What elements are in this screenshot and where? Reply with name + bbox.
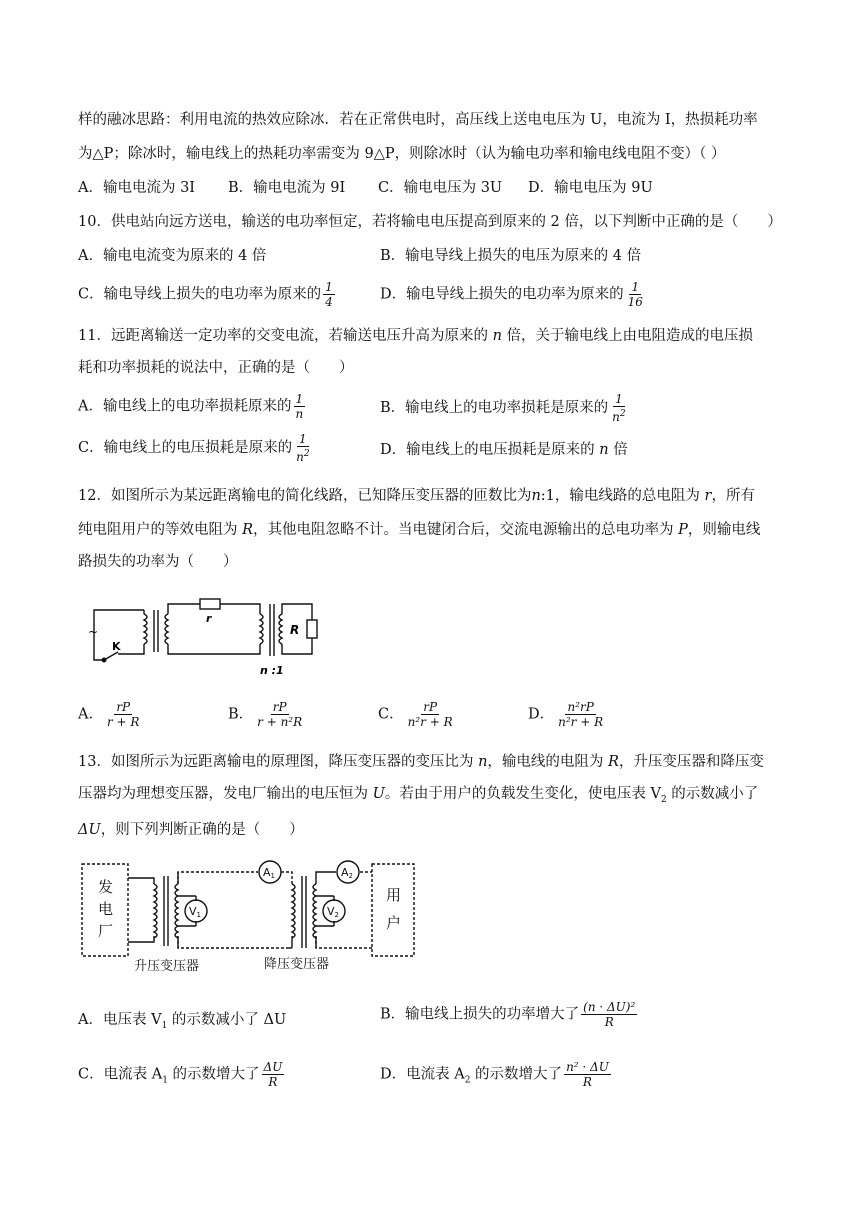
q12-option-c: C． $\frac{rP}{\text{n²r + R}}$: [378, 700, 453, 729]
q13-a1-label: A1: [263, 866, 275, 880]
q13-stem-line2: 压器均为理想变压器，发电厂输出的电压恒为 U。若由于用户的负载发生变化，使电压表 $V_2$ 的示数减小了: [78, 786, 759, 805]
q13-user-char-1: 用: [386, 886, 402, 904]
q11-b-fraction: $\frac{1}{n^2}$: [612, 392, 626, 424]
q12-resistor-r-label: r: [206, 612, 212, 625]
q9-option-b: B．输电电流为 9I: [228, 180, 346, 196]
q12-circuit-figure: [84, 590, 324, 682]
q11-c-fraction: $\frac{1}{n^2}$: [296, 432, 310, 464]
q13-plant-char-3: 厂: [98, 922, 114, 940]
q12-option-b: B． $\frac{rP}{\text{r + n²R}}$: [228, 700, 303, 729]
q11-stem-line1: 11．远距离输送一定功率的交变电流，若输送电压升高为原来的 n 倍，关于输电线上由电阻造成的电压损: [78, 328, 754, 344]
q12-b-fraction: $\frac{rP}{\text{r + n²R}}$: [257, 700, 303, 729]
q13-user-box: [372, 864, 414, 956]
q12-switch-label: K: [112, 640, 121, 653]
q13-d-fraction: $\frac{\text{n² · ΔU}}{R}$: [566, 1060, 609, 1089]
q13-option-c: C．电流表 $A_1$ 的示数增大了 $\frac{\Delta U}{R}$: [78, 1060, 283, 1089]
q13-c-fraction: $\frac{\Delta U}{R}$: [263, 1060, 283, 1089]
q13-v2-label: V2: [327, 905, 339, 919]
q12-a-fraction: $\frac{rP}{r + R}$: [106, 700, 140, 729]
q13-stem-line3: ΔU，则下列判断正确的是（ ）: [78, 822, 304, 838]
q10-stem: 10．供电站向远方送电，输送的电功率恒定，若将输电电压提高到原来的 2 倍，以下判断中正确的是（ ）: [78, 214, 782, 230]
q12-resistor-R-label: R: [290, 623, 300, 637]
q9-option-d: D．输电电压为 9U: [528, 180, 653, 196]
q13-option-b: B．输电线上损失的功率增大了 $\frac{\text{(n · ΔU)²}}{R}$: [380, 1000, 636, 1029]
q11-option-a: A．输电线上的电功率损耗原来的 $\frac{1}{n}$: [78, 392, 304, 421]
q13-stem-line1: 13．如图所示为远距离输电的原理图，降压变压器的变压比为 n，输电线的电阻为 R，升压变压器和降压变: [78, 754, 764, 770]
q13-user-char-2: 户: [386, 914, 402, 932]
q10-option-b: B．输电导线上损失的电压为原来的 4 倍: [380, 248, 642, 264]
q13-v1-label: V1: [189, 905, 201, 919]
q13-option-d: D．电流表 $A_2$ 的示数增大了 $\frac{\text{n² · ΔU}}{R}$: [380, 1060, 609, 1089]
q11-option-c: C．输电线上的电压损耗是原来的 $\frac{1}{n^2}$: [78, 432, 310, 464]
q10-d-fraction: $\frac{1}{16}$: [627, 280, 643, 309]
q13-plant-char-1: 发: [98, 878, 114, 896]
q12-d-fraction: $\frac{\text{n²rP}}{\text{n²r + R}}$: [558, 700, 604, 729]
q13-step-up-label: 升压变压器: [134, 959, 200, 974]
q13-option-a: A．电压表 $V_1$ 的示数减小了 ΔU: [78, 1012, 287, 1031]
q12-source-symbol: ~: [88, 625, 99, 639]
q13-a2-label: A2: [341, 866, 353, 880]
q11-option-b: B．输电线上的电功率损耗是原来的 $\frac{1}{n^2}$: [380, 392, 626, 424]
q10-option-a: A．输电电流变为原来的 4 倍: [78, 248, 267, 264]
q11-option-d: D．输电线上的电压损耗是原来的 n 倍: [380, 442, 628, 458]
q11-stem-line2: 耗和功率损耗的说法中，正确的是（ ）: [78, 360, 354, 376]
q13-plant-char-2: 电: [98, 900, 114, 918]
q9-stem-line2: 为△P；除冰时，输电线上的热耗功率需变为 9△P，则除冰时（认为输电功率和输电线电阻不变）（ ）: [78, 146, 726, 162]
q13-transmission-figure: [78, 856, 418, 976]
q11-a-fraction: $\frac{1}{n}$: [295, 392, 304, 421]
q12-option-a: A． $\frac{rP}{r + R}$: [78, 700, 140, 729]
q12-turns-ratio-label: n :1: [260, 664, 284, 677]
q10-option-c: C．输电导线上损失的电功率为原来的 $\frac{1}{4}$: [78, 280, 333, 309]
q9-stem-line1: 样的融冰思路：利用电流的热效应除冰．若在正常供电时，高压线上送电电压为 U，电流为 I，热损耗功率: [78, 112, 758, 128]
q12-option-d: D． $\frac{\text{n²rP}}{\text{n²r + R}}$: [528, 700, 604, 729]
q10-option-d: D．输电导线上损失的电功率为原来的 $\frac{1}{16}$: [380, 280, 643, 309]
q9-option-c: C．输电电压为 3U: [378, 180, 503, 196]
q13-step-down-label: 降压变压器: [264, 957, 330, 972]
q9-option-a: A．输电电流为 3I: [78, 180, 196, 196]
q12-c-fraction: $\frac{rP}{\text{n²r + R}}$: [407, 700, 453, 729]
q10-c-fraction: $\frac{1}{4}$: [325, 280, 333, 309]
q12-stem-line2: 纯电阻用户的等效电阻为 R，其他电阻忽略不计。当电键闭合后，交流电源输出的总电功率为 P，则输电线: [78, 522, 761, 538]
q12-stem-line3: 路损失的功率为（ ）: [78, 554, 238, 570]
q12-stem-line1: 12．如图所示为某远距离输电的简化线路，已知降压变压器的匝数比为n:1，输电线路的总电阻为 r，所有: [78, 488, 755, 504]
q13-b-fraction: $\frac{\text{(n · ΔU)²}}{R}$: [583, 1000, 636, 1029]
